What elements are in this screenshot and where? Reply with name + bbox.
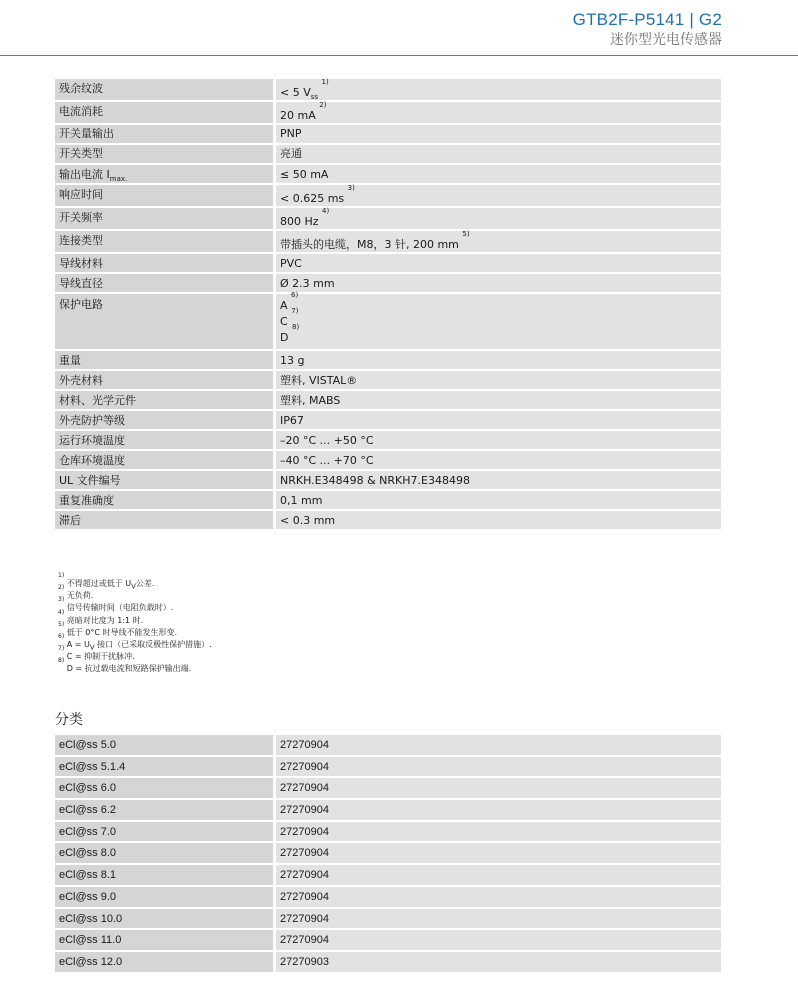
spec-value-text: 亮通 [280, 147, 302, 160]
classification-label: eCl@ss 5.0 [55, 735, 276, 757]
spec-value [276, 125, 721, 145]
header-divider [0, 55, 798, 56]
classification-value: 27270904 [276, 843, 721, 865]
spec-label [55, 411, 276, 431]
classification-value: 27270904 [276, 800, 721, 822]
spec-value [276, 291, 721, 351]
footnote-text: 不得超过或低于 U [66, 579, 132, 588]
spec-row [55, 371, 721, 391]
spec-row [55, 274, 721, 294]
spec-row [55, 411, 721, 431]
spec-value-line [280, 354, 717, 368]
spec-value-text: 20 mA [280, 109, 316, 122]
footnote-text: 信号传输时间（电阻负载时）. [66, 603, 174, 613]
spec-label [55, 491, 276, 511]
spec-value-line [280, 207, 717, 229]
spec-value-line [280, 414, 717, 428]
spec-value-text: ≤ 50 mA [280, 168, 329, 181]
product-subtitle: 迷你型光电传感器 [610, 32, 722, 48]
spec-value-text: C [280, 315, 288, 328]
classification-row [55, 843, 721, 865]
footnote-text: 无负荷. [66, 591, 94, 601]
spec-value-line [280, 257, 717, 271]
spec-label [55, 79, 276, 102]
footnote-ref: 1) [321, 78, 329, 86]
classification-title: 分类 [55, 712, 83, 728]
spec-value [276, 371, 721, 391]
spec-value [276, 431, 721, 451]
classification-label: eCl@ss 12.0 [55, 952, 276, 974]
footnote-text: A = U [66, 640, 90, 650]
spec-label-sub: max. [109, 175, 128, 184]
classification-value: 27270904 [276, 887, 721, 909]
spec-value-text: D [280, 331, 289, 344]
spec-value-line [280, 168, 717, 182]
footnote-number: 6) [58, 633, 65, 641]
spec-label-text: 外壳防护等级 [59, 414, 125, 427]
spec-row [55, 165, 721, 185]
spec-row [55, 208, 721, 231]
classification-row [55, 887, 721, 909]
spec-row [55, 231, 721, 254]
footnote-ref: 3) [347, 184, 355, 192]
classification-value: 27270904 [276, 930, 721, 952]
spec-value-text: 13 g [280, 354, 305, 367]
footnotes [58, 572, 212, 676]
spec-value-line [280, 394, 717, 408]
spec-value-line [280, 474, 717, 488]
spec-value-line [280, 291, 717, 314]
footnote-number: 8) [58, 657, 65, 665]
spec-table [55, 79, 721, 531]
footnote [58, 633, 212, 652]
spec-label-text: 重复准确度 [59, 494, 114, 507]
footnote [58, 572, 212, 591]
spec-value-line [280, 514, 717, 528]
footnote [58, 584, 212, 602]
spec-label-text: 重量 [59, 354, 81, 367]
spec-label-text: 开关类型 [59, 147, 103, 160]
spec-row [55, 491, 721, 511]
spec-label-text: 运行环境温度 [59, 434, 125, 447]
footnote-ref: 5) [462, 230, 470, 238]
spec-row [55, 102, 721, 125]
classification-value: 27270904 [276, 778, 721, 800]
footnote-ref: 7) [291, 307, 299, 315]
classification-value: 27270903 [276, 952, 721, 974]
classification-row [55, 909, 721, 931]
classification-value: 27270904 [276, 757, 721, 779]
classification-label: eCl@ss 8.0 [55, 843, 276, 865]
spec-value [276, 231, 721, 254]
spec-value-text: 800 Hz [280, 215, 319, 228]
spec-value-line [280, 184, 717, 206]
classification-label: eCl@ss 11.0 [55, 930, 276, 952]
spec-label-text: 导线直径 [59, 277, 103, 290]
classification-row [55, 735, 721, 757]
footnote-text-after: 公差. [135, 579, 155, 588]
spec-label [55, 145, 276, 165]
spec-value [276, 102, 721, 125]
spec-value [276, 145, 721, 165]
spec-label [55, 391, 276, 411]
spec-value-line [280, 127, 717, 141]
spec-value [276, 185, 721, 208]
spec-value-line [280, 147, 717, 161]
spec-value-text: A [280, 299, 288, 312]
spec-value-line [280, 454, 717, 468]
spec-label [55, 451, 276, 471]
spec-value-text: PNP [280, 127, 302, 140]
spec-label-text: 残余纹波 [59, 82, 103, 95]
spec-label [55, 274, 276, 294]
spec-label [55, 254, 276, 274]
footnote-number: 2) [58, 584, 65, 592]
spec-value [276, 451, 721, 471]
spec-value [276, 511, 721, 531]
spec-label-text: UL 文件编号 [59, 474, 121, 487]
footnote-sub: V [89, 643, 95, 652]
spec-value [276, 351, 721, 371]
spec-value-line [280, 277, 717, 291]
spec-value-sub: ss [310, 93, 319, 102]
spec-label [55, 231, 276, 254]
spec-value-text: 塑料, VISTAL® [280, 374, 358, 387]
spec-label [55, 511, 276, 531]
spec-label-text: 连接类型 [59, 234, 103, 247]
page-header [573, 10, 722, 49]
spec-label-text: 滞后 [59, 514, 81, 527]
classification-row [55, 930, 721, 952]
spec-value-line [280, 78, 717, 102]
classification-label: eCl@ss 6.0 [55, 778, 276, 800]
footnote-ref: 2) [319, 101, 327, 109]
spec-label-text: 开关频率 [59, 211, 103, 224]
classification-row [55, 757, 721, 779]
footnote-number: 7) [58, 645, 65, 653]
spec-value-text: < 5 V [280, 86, 311, 99]
spec-value-text: –20 °C ... +50 °C [280, 434, 374, 447]
classification-value: 27270904 [276, 909, 721, 931]
footnote-text: 低于 0°C 时导线不能发生形变. [66, 627, 178, 637]
spec-label-text: 外壳材料 [59, 374, 103, 387]
footnote-text: 亮暗对比度为 1:1 时. [66, 615, 144, 625]
spec-row [55, 185, 721, 208]
spec-label-text: 输出电流 I [59, 168, 110, 181]
spec-label [55, 471, 276, 491]
spec-value-line [280, 101, 717, 123]
spec-row [55, 79, 721, 102]
spec-row [55, 294, 721, 351]
spec-row [55, 391, 721, 411]
spec-value-text: 塑料, MABS [280, 394, 341, 407]
classification-row [55, 800, 721, 822]
classification-table [55, 735, 721, 974]
spec-value-text: < 0.625 ms [280, 192, 345, 205]
spec-label [55, 208, 276, 231]
spec-label [55, 351, 276, 371]
footnote-text-after: 接口（已采取反极性保护措施）. [94, 640, 212, 650]
spec-value-line [280, 434, 717, 448]
spec-value [276, 208, 721, 231]
spec-label [55, 185, 276, 208]
spec-value-text: IP67 [280, 414, 304, 427]
classification-label: eCl@ss 10.0 [55, 909, 276, 931]
spec-label [55, 102, 276, 125]
classification-value: 27270904 [276, 822, 721, 844]
spec-label [55, 125, 276, 145]
spec-value-text: < 0.3 mm [280, 514, 336, 527]
spec-value-line [280, 494, 717, 508]
footnote-ref: 4) [322, 207, 330, 215]
spec-row [55, 145, 721, 165]
classification-row [55, 778, 721, 800]
spec-label [55, 165, 276, 185]
spec-label-text: 电流消耗 [59, 105, 103, 118]
spec-label [55, 371, 276, 391]
spec-value-line [280, 307, 717, 330]
spec-value-text: Ø 2.3 mm [280, 277, 335, 290]
spec-value-line [280, 323, 717, 346]
classification-value: 27270904 [276, 865, 721, 887]
spec-label-text: 响应时间 [59, 188, 103, 201]
footnote-ref: 6) [291, 291, 299, 299]
spec-row [55, 471, 721, 491]
classification-label: eCl@ss 6.2 [55, 800, 276, 822]
spec-value-line [280, 374, 717, 388]
spec-row [55, 351, 721, 371]
footnote-ref: 8) [291, 323, 300, 331]
spec-value-text: PVC [280, 257, 302, 270]
classification-row [55, 952, 721, 974]
classification-label: eCl@ss 7.0 [55, 822, 276, 844]
classification-label: eCl@ss 5.1.4 [55, 757, 276, 779]
spec-row [55, 254, 721, 274]
footnote-number: 1) [58, 572, 65, 579]
footnote-number: 5) [58, 620, 65, 628]
spec-label-text: 开关量输出 [59, 127, 114, 140]
footnote-number: 4) [58, 608, 65, 616]
classification-label: eCl@ss 8.1 [55, 865, 276, 887]
spec-label-text: 导线材料 [59, 257, 103, 270]
spec-value [276, 254, 721, 274]
spec-value [276, 165, 721, 185]
footnote-text: D = 抗过载电流和短路保护输出端. [66, 664, 192, 674]
spec-value-text: –40 °C ... +70 °C [280, 454, 374, 467]
spec-value-text: 带插头的电缆，M8，3 针, 200 mm [280, 238, 459, 251]
spec-label-text: 材料、光学元件 [59, 394, 136, 407]
footnote-number: 3) [58, 596, 65, 604]
spec-row [55, 431, 721, 451]
spec-value [276, 274, 721, 294]
spec-value [276, 79, 721, 102]
spec-label [55, 431, 276, 451]
spec-value [276, 471, 721, 491]
spec-value [276, 491, 721, 511]
spec-value-line [280, 230, 717, 252]
spec-row [55, 451, 721, 471]
spec-label [55, 294, 276, 351]
spec-value-text: 0,1 mm [280, 494, 323, 507]
classification-row [55, 822, 721, 844]
product-model: GTB2F-P5141 | G2 [572, 10, 722, 29]
footnote-sub: V [131, 582, 136, 591]
spec-value-text: NRKH.E348498 & NRKH7.E348498 [280, 474, 470, 487]
classification-value: 27270904 [276, 735, 721, 757]
spec-label-text: 保护电路 [59, 298, 103, 311]
spec-value [276, 391, 721, 411]
classification-row [55, 865, 721, 887]
classification-label: eCl@ss 9.0 [55, 887, 276, 909]
spec-label-text: 仓库环境温度 [59, 454, 125, 467]
spec-value [276, 411, 721, 431]
spec-row [55, 511, 721, 531]
spec-row [55, 125, 721, 145]
footnote-text: C = 抑制干扰脉冲. [66, 652, 135, 662]
